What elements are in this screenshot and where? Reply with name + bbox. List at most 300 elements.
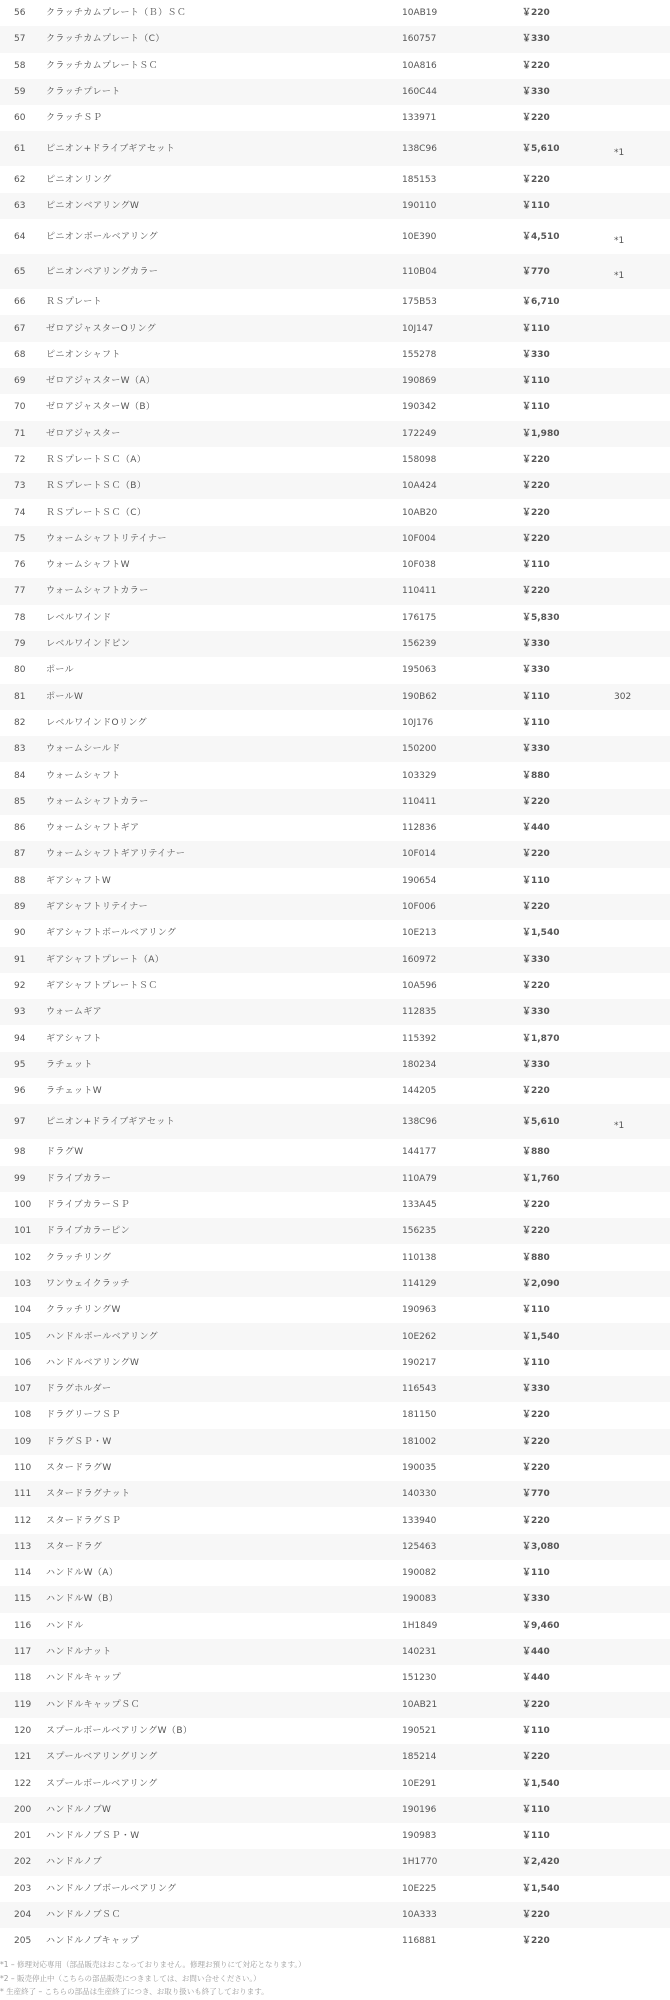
part-price-cell: ￥880: [522, 1147, 550, 1158]
table-row: [0, 499, 670, 525]
part-number-cell: 86: [14, 823, 26, 834]
part-note-cell: [614, 710, 670, 736]
table-row: [0, 289, 670, 315]
table-row: [0, 578, 670, 604]
table-row: [0, 26, 670, 52]
table-row: [0, 789, 670, 815]
part-number-cell: 116: [14, 1620, 32, 1631]
part-price-cell: ￥330: [522, 665, 550, 676]
part-price-cell: ￥220: [522, 1086, 550, 1097]
part-number-cell: 93: [0, 999, 46, 1025]
part-name-cell: スプールベアリングリング: [46, 1744, 402, 1770]
part-price-cell: ￥5,610: [522, 1104, 614, 1139]
part-price-cell: ￥220: [522, 980, 550, 991]
part-name-cell: クラッチリングW: [46, 1305, 121, 1316]
part-name-cell: スプールボールベアリングW（B）: [46, 1725, 193, 1736]
part-name-cell: ウォームシャフトギアリテイナー: [46, 841, 402, 867]
part-number-cell: 203: [14, 1883, 32, 1894]
part-number-cell: 205: [14, 1936, 32, 1947]
part-number-cell: 89: [0, 894, 46, 920]
part-name-cell: ハンドルノブW: [46, 1797, 402, 1823]
part-price-cell: ￥330: [522, 999, 614, 1025]
part-number-cell: 111: [0, 1481, 46, 1507]
part-number-cell: 84: [14, 770, 26, 781]
part-name-cell: ドラグホルダー: [46, 1376, 402, 1402]
part-number-cell: 121: [0, 1744, 46, 1770]
table-row: [0, 1429, 670, 1455]
part-note-cell: [614, 1218, 670, 1244]
part-price-cell: ￥220: [522, 8, 550, 19]
part-code-cell: 10F014: [402, 841, 522, 867]
part-code-cell: 190082: [402, 1568, 437, 1579]
part-number-cell: 61: [0, 131, 46, 166]
table-row: [0, 868, 670, 894]
part-name-cell: クラッチカムプレートＳＣ: [46, 60, 159, 71]
part-price-cell: ￥220: [522, 841, 614, 867]
table-row: [0, 841, 670, 867]
part-number-cell: 70: [14, 402, 26, 413]
part-code-cell: 10E262: [402, 1323, 522, 1349]
part-price-cell: ￥4,510: [522, 231, 560, 242]
part-name-cell: クラッチリング: [46, 1252, 112, 1263]
table-row: [0, 447, 670, 473]
part-price-cell: ￥2,090: [522, 1271, 614, 1297]
part-number-cell: 64: [14, 231, 26, 242]
part-price-cell: ￥220: [522, 1902, 614, 1928]
part-code-cell: 156239: [402, 631, 522, 657]
part-number-cell: 87: [0, 841, 46, 867]
part-number-cell: 71: [0, 421, 46, 447]
part-price-cell: ￥330: [522, 26, 614, 52]
table-row: [0, 762, 670, 788]
part-number-cell: 112: [14, 1515, 32, 1526]
part-code-cell: 10F038: [402, 560, 436, 571]
part-name-cell: ドラグリーフＳＰ: [46, 1410, 121, 1421]
part-price-cell: ￥3,080: [522, 1534, 614, 1560]
part-number-cell: 107: [0, 1376, 46, 1402]
part-note-cell: [614, 394, 670, 420]
part-code-cell: 1H1849: [402, 1620, 438, 1631]
part-number-cell: 57: [0, 26, 46, 52]
table-row: [0, 131, 670, 166]
part-note-cell: [614, 841, 670, 867]
table-row: [0, 1323, 670, 1349]
part-number-cell: 108: [14, 1410, 32, 1421]
part-price-cell: ￥110: [522, 875, 550, 886]
table-row: [0, 1166, 670, 1192]
part-note-cell: [614, 1244, 670, 1270]
part-note-cell: [614, 421, 670, 447]
part-price-cell: ￥440: [522, 823, 550, 834]
table-row: [0, 473, 670, 499]
part-name-cell: ピニオンリング: [46, 174, 112, 185]
part-name-cell: ギアシャフトプレート（A）: [46, 947, 402, 973]
part-number-cell: 73: [0, 473, 46, 499]
part-name-cell: ハンドルベアリングW: [46, 1357, 140, 1368]
part-note-cell: [614, 1849, 670, 1875]
table-row: [0, 605, 670, 631]
part-note-cell: [614, 368, 670, 394]
part-name-cell: ウォームシャフトリテイナー: [46, 526, 402, 552]
part-name-cell: ギアシャフトボールベアリング: [46, 928, 177, 939]
part-price-cell: ￥330: [522, 947, 614, 973]
part-code-cell: 10A424: [402, 473, 522, 499]
table-row: [0, 368, 670, 394]
part-name-cell: スタードラグW: [46, 1462, 112, 1473]
part-code-cell: 110138: [402, 1252, 437, 1263]
part-note-cell: [614, 499, 670, 525]
part-number-cell: 99: [0, 1166, 46, 1192]
table-row: [0, 1218, 670, 1244]
table-row: [0, 1665, 670, 1691]
part-code-cell: 110411: [402, 789, 522, 815]
part-number-cell: 113: [0, 1534, 46, 1560]
part-price-cell: ￥220: [522, 113, 550, 124]
part-code-cell: 10E390: [402, 231, 437, 242]
table-row: [0, 53, 670, 79]
table-row: [0, 1849, 670, 1875]
part-note-cell: [614, 1481, 670, 1507]
table-row: [0, 1297, 670, 1323]
part-price-cell: ￥110: [522, 1357, 550, 1368]
part-name-cell: ウォームシャフトカラー: [46, 578, 402, 604]
part-note-cell: [614, 1928, 670, 1954]
part-code-cell: 10E213: [402, 928, 437, 939]
part-code-cell: 133A45: [402, 1200, 437, 1211]
part-number-cell: 82: [14, 717, 26, 728]
part-number-cell: 88: [14, 875, 26, 886]
part-note-cell: [614, 1507, 670, 1533]
part-number-cell: 72: [14, 455, 26, 465]
part-price-cell: ￥110: [522, 193, 614, 219]
part-code-cell: 181002: [402, 1429, 522, 1455]
table-row: [0, 973, 670, 999]
part-note-cell: [614, 79, 670, 105]
part-name-cell: レベルワインドOリング: [46, 717, 148, 728]
part-note-cell: [614, 0, 670, 26]
part-name-cell: ドライブカラーピン: [46, 1218, 402, 1244]
part-name-cell: ハンドルノブキャップ: [46, 1936, 140, 1947]
part-note-cell: [614, 342, 670, 368]
part-price-cell: ￥220: [522, 174, 550, 185]
part-note-cell: [614, 1429, 670, 1455]
part-name-cell: ＲＳプレート: [46, 297, 103, 308]
table-row: [0, 894, 670, 920]
part-note-cell: [614, 1323, 670, 1349]
part-name-cell: ハンドルW（A）: [46, 1568, 119, 1579]
part-code-cell: 155278: [402, 349, 437, 360]
part-note-cell: [614, 1192, 670, 1218]
table-row: [0, 1402, 670, 1428]
part-price-cell: ￥220: [522, 473, 614, 499]
part-code-cell: 10F004: [402, 526, 522, 552]
part-number-cell: 91: [0, 947, 46, 973]
part-number-cell: 201: [14, 1831, 32, 1842]
part-name-cell: ワンウェイクラッチ: [46, 1271, 402, 1297]
part-price-cell: ￥220: [522, 507, 550, 518]
part-code-cell: 176175: [402, 612, 437, 623]
part-number-cell: 79: [0, 631, 46, 657]
part-code-cell: 138C96: [402, 1104, 522, 1139]
part-name-cell: クラッチカムプレート（C）: [46, 26, 402, 52]
table-row: [0, 105, 670, 131]
part-price-cell: ￥220: [522, 1429, 614, 1455]
part-price-cell: ￥220: [522, 1218, 614, 1244]
footnote-sales-suspended: *2 – 販売停止中（こちらの部品販売につきましては、お問い合せください。）: [0, 1973, 261, 1983]
table-row: [0, 1902, 670, 1928]
table-row: [0, 1770, 670, 1796]
part-price-cell: ￥440: [522, 1639, 614, 1665]
part-name-cell: ウォームシャフトギア: [46, 823, 140, 834]
part-code-cell: 180234: [402, 1052, 522, 1078]
part-number-cell: 81: [0, 684, 46, 710]
part-name-cell: ハンドルナット: [46, 1639, 402, 1665]
part-code-cell: 190521: [402, 1725, 437, 1736]
part-code-cell: 125463: [402, 1534, 522, 1560]
table-row: [0, 684, 670, 710]
part-number-cell: 109: [0, 1429, 46, 1455]
part-note-cell: [614, 1455, 670, 1481]
part-note-cell: [614, 973, 670, 999]
table-row: [0, 1104, 670, 1139]
part-name-cell: ハンドルノブＳＰ・W: [46, 1831, 140, 1842]
part-price-cell: ￥220: [522, 578, 614, 604]
table-row: [0, 1692, 670, 1718]
part-note-cell: [614, 1665, 670, 1691]
part-price-cell: ￥220: [522, 894, 614, 920]
part-code-cell: 190217: [402, 1357, 437, 1368]
part-code-cell: 160972: [402, 947, 522, 973]
part-price-cell: ￥5,610: [522, 131, 614, 166]
part-name-cell: ＲＳプレートＳＣ（A）: [46, 455, 147, 465]
table-row: [0, 1613, 670, 1639]
part-code-cell: 190035: [402, 1462, 437, 1473]
part-number-cell: 103: [0, 1271, 46, 1297]
table-row: [0, 657, 670, 683]
part-price-cell: ￥220: [522, 526, 614, 552]
part-note-cell: [614, 1052, 670, 1078]
part-price-cell: ￥110: [522, 684, 614, 710]
part-number-cell: 106: [14, 1357, 32, 1368]
part-note-cell: [614, 947, 670, 973]
part-note-text: 302: [614, 691, 632, 702]
part-name-cell: ドライブカラーＳＰ: [46, 1200, 130, 1211]
part-number-cell: 98: [14, 1147, 26, 1158]
part-note-cell: [614, 762, 670, 788]
part-code-cell: 114129: [402, 1271, 522, 1297]
part-price-cell: ￥5,830: [522, 612, 560, 623]
part-price-cell: ￥330: [522, 1586, 614, 1612]
part-code-cell: 10E291: [402, 1778, 437, 1789]
part-number-cell: 94: [14, 1033, 26, 1044]
part-note-cell: [614, 1823, 670, 1849]
part-code-cell: 190654: [402, 875, 437, 886]
part-price-cell: ￥220: [522, 455, 550, 465]
part-name-cell: ＲＳプレートＳＣ（C）: [46, 507, 147, 518]
part-price-cell: ￥6,710: [522, 297, 560, 308]
part-code-cell: 115392: [402, 1033, 437, 1044]
table-row: [0, 1639, 670, 1665]
part-note-cell: [614, 684, 670, 710]
part-name-cell: ギアシャフトリテイナー: [46, 894, 402, 920]
part-number-cell: 104: [14, 1305, 32, 1316]
part-price-cell: ￥330: [522, 1376, 614, 1402]
part-price-cell: ￥880: [522, 1252, 550, 1263]
part-note-cell: [614, 631, 670, 657]
part-code-cell: 10J176: [402, 717, 434, 728]
part-code-cell: 133940: [402, 1515, 437, 1526]
part-note-cell: [614, 26, 670, 52]
part-note-cell: [614, 868, 670, 894]
part-name-cell: ピニオン+ドライブギアセット: [46, 131, 402, 166]
part-code-cell: 185153: [402, 174, 437, 185]
part-number-cell: 115: [0, 1586, 46, 1612]
part-number-cell: 56: [14, 8, 26, 19]
part-code-cell: 116543: [402, 1376, 522, 1402]
part-price-cell: ￥1,760: [522, 1166, 614, 1192]
part-note-cell: [614, 1271, 670, 1297]
part-name-cell: ハンドルキャップ: [46, 1673, 122, 1684]
part-price-cell: ￥330: [522, 349, 550, 360]
part-number-cell: 63: [0, 193, 46, 219]
part-code-cell: 190196: [402, 1797, 522, 1823]
table-row: [0, 552, 670, 578]
table-row: [0, 1928, 670, 1954]
part-name-cell: ハンドルノブ: [46, 1849, 402, 1875]
part-code-cell: 140231: [402, 1639, 522, 1665]
part-code-cell: 150200: [402, 736, 522, 762]
part-note-cell: [614, 53, 670, 79]
part-code-cell: 10AB20: [402, 507, 438, 518]
part-note-cell: [614, 1613, 670, 1639]
part-number-cell: 117: [0, 1639, 46, 1665]
part-name-cell: ラチェットW: [46, 1086, 103, 1097]
part-price-cell: ￥1,540: [522, 928, 560, 939]
table-row: [0, 219, 670, 254]
table-row: [0, 1025, 670, 1051]
part-note-cell: [614, 815, 670, 841]
part-note-cell: [614, 254, 670, 289]
part-price-cell: ￥330: [522, 79, 614, 105]
part-price-cell: ￥220: [522, 1200, 550, 1211]
part-note-text: *1: [614, 235, 625, 246]
part-number-cell: 69: [0, 368, 46, 394]
part-price-cell: ￥330: [522, 1052, 614, 1078]
part-number-cell: 122: [14, 1778, 32, 1789]
part-note-cell: [614, 1876, 670, 1902]
part-code-cell: 172249: [402, 421, 522, 447]
part-code-cell: 10AB21: [402, 1692, 522, 1718]
table-row: [0, 526, 670, 552]
part-number-cell: 102: [14, 1252, 32, 1263]
part-name-cell: ＲＳプレートＳＣ（B）: [46, 473, 402, 499]
table-row: [0, 315, 670, 341]
part-price-cell: ￥770: [522, 254, 614, 289]
part-number-cell: 101: [0, 1218, 46, 1244]
part-price-cell: ￥220: [522, 60, 550, 71]
part-number-cell: 92: [14, 980, 26, 991]
part-note-cell: [614, 289, 670, 315]
part-price-cell: ￥110: [522, 1831, 550, 1842]
part-price-cell: ￥1,870: [522, 1033, 560, 1044]
table-row: [0, 631, 670, 657]
part-price-cell: ￥110: [522, 1725, 550, 1736]
part-number-cell: 58: [14, 60, 26, 71]
part-number-cell: 95: [0, 1052, 46, 1078]
part-code-cell: 110A79: [402, 1166, 522, 1192]
part-name-cell: ラチェット: [46, 1052, 402, 1078]
part-number-cell: 85: [0, 789, 46, 815]
part-name-cell: ゼロアジャスターOリング: [46, 315, 402, 341]
table-row: [0, 1376, 670, 1402]
part-number-cell: 62: [14, 174, 26, 185]
table-row: [0, 1823, 670, 1849]
part-note-cell: [614, 1139, 670, 1165]
part-name-cell: ハンドルノブＳＣ: [46, 1902, 402, 1928]
table-row: [0, 394, 670, 420]
part-name-cell: レベルワインドピン: [46, 631, 402, 657]
part-note-cell: [614, 1586, 670, 1612]
part-price-cell: ￥110: [522, 1305, 550, 1316]
part-note-cell: [614, 105, 670, 131]
part-price-cell: ￥1,540: [522, 1883, 560, 1894]
part-price-cell: ￥1,980: [522, 421, 614, 447]
part-code-cell: 10E225: [402, 1883, 437, 1894]
part-code-cell: 144205: [402, 1086, 437, 1097]
part-name-cell: ギアシャフト: [46, 1033, 102, 1044]
part-code-cell: 151230: [402, 1673, 437, 1684]
part-name-cell: ピニオン+ドライブギアセット: [46, 1104, 402, 1139]
part-number-cell: 90: [14, 928, 26, 939]
part-price-cell: ￥440: [522, 1673, 550, 1684]
part-number-cell: 120: [14, 1725, 32, 1736]
part-note-cell: [614, 1376, 670, 1402]
table-row: [0, 1350, 670, 1376]
part-note-cell: [614, 1692, 670, 1718]
part-note-cell: [614, 1797, 670, 1823]
part-name-cell: ウォームギア: [46, 999, 402, 1025]
table-row: [0, 815, 670, 841]
part-number-cell: 202: [0, 1849, 46, 1875]
part-code-cell: 1H1770: [402, 1849, 522, 1875]
part-number-cell: 68: [14, 349, 26, 360]
part-name-cell: スプールボールベアリング: [46, 1778, 158, 1789]
part-code-cell: 190963: [402, 1305, 437, 1316]
part-code-cell: 10A596: [402, 980, 437, 991]
part-code-cell: 190110: [402, 193, 522, 219]
table-row: [0, 1560, 670, 1586]
part-code-cell: 190983: [402, 1831, 437, 1842]
part-name-cell: クラッチＳＰ: [46, 113, 103, 124]
part-number-cell: 200: [0, 1797, 46, 1823]
part-code-cell: 10F006: [402, 894, 522, 920]
footnote-discontinued: * 生産終了 – こちらの部品は生産終了につき、お取り扱いも終了しております。: [0, 1987, 269, 1996]
part-name-cell: ギアシャフトプレートＳＣ: [46, 980, 158, 991]
part-note-cell: [614, 578, 670, 604]
part-price-cell: ￥110: [522, 368, 614, 394]
part-name-cell: ピニオンベアリングW: [46, 193, 402, 219]
part-name-cell: ウォームシャフトW: [46, 560, 130, 571]
table-row: [0, 736, 670, 762]
part-note-cell: [614, 1350, 670, 1376]
table-row: [0, 1139, 670, 1165]
table-row: [0, 1876, 670, 1902]
part-number-cell: 66: [14, 297, 26, 308]
part-note-cell: [614, 447, 670, 473]
part-code-cell: 103329: [402, 770, 437, 781]
part-code-cell: 112835: [402, 999, 522, 1025]
part-note-cell: [614, 999, 670, 1025]
